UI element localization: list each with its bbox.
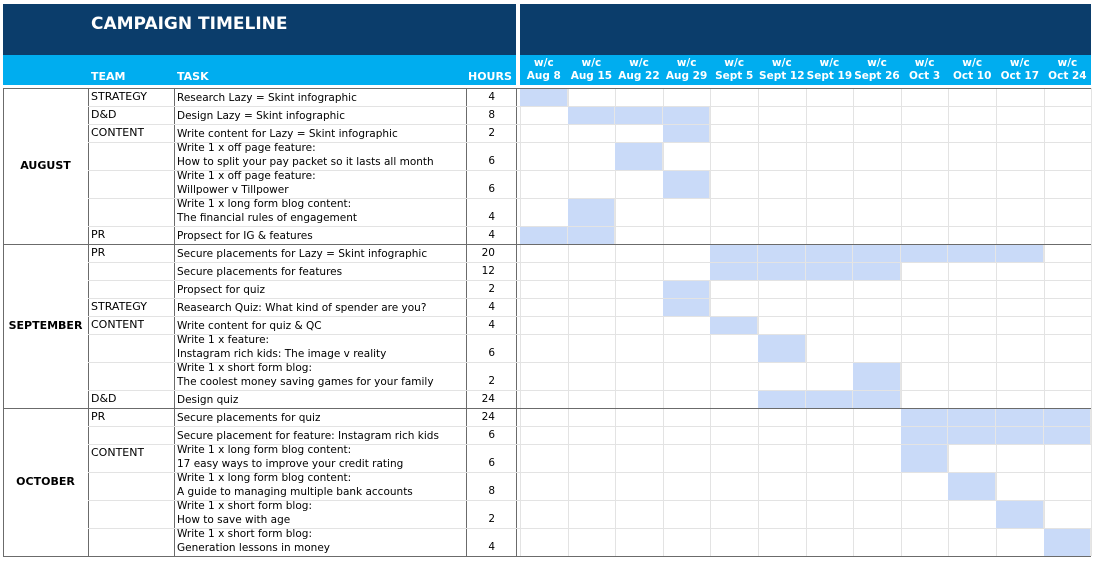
task-text: Write content for Lazy = Skint infographic	[177, 128, 398, 141]
task-text: Secure placements for quiz	[177, 412, 321, 425]
timeline-bar	[901, 409, 949, 426]
row-divider	[88, 390, 1091, 391]
week-divider	[758, 88, 759, 556]
month-divider	[3, 244, 1091, 245]
hours-value: 8	[488, 109, 495, 121]
timeline-bar	[710, 317, 758, 334]
team-label: CONTENT	[91, 446, 145, 459]
timeline-bar	[758, 391, 806, 408]
task-text: Write 1 x feature:	[177, 334, 270, 346]
task-text: Reasearch Quiz: What kind of spender are you?	[177, 302, 427, 315]
timeline-bar	[996, 427, 1044, 444]
timeline-bar	[853, 363, 901, 390]
team-label: D&D	[91, 392, 117, 405]
row-divider	[88, 316, 1091, 317]
timeline-bar	[663, 171, 711, 198]
week-header-date: Aug 15	[570, 70, 613, 82]
timeline-bar	[948, 245, 996, 262]
week-header	[615, 57, 663, 83]
week-divider	[996, 88, 997, 556]
timeline-bar	[520, 227, 568, 244]
week-header	[901, 57, 949, 83]
week-header-date: Aug 22	[618, 70, 660, 82]
task-text: The financial rules of engagement	[177, 211, 358, 224]
team-label: PR	[91, 246, 106, 259]
timeline-bar	[806, 245, 854, 262]
hours-value: 12	[481, 265, 495, 277]
month-divider	[3, 556, 1091, 557]
week-divider	[901, 88, 902, 556]
hours-value: 20	[481, 247, 495, 259]
task-text: Secure placements for features	[177, 266, 343, 279]
timeline-bar	[996, 501, 1044, 528]
task-text: Instagram rich kids: The image v reality	[177, 347, 387, 360]
week-header	[520, 57, 568, 83]
hours-value: 2	[488, 513, 495, 525]
week-header	[853, 57, 901, 83]
week-header-wc: w/c	[1057, 57, 1078, 69]
timeline-bar	[568, 199, 616, 226]
week-divider	[520, 88, 521, 556]
task-col-divider	[174, 88, 175, 556]
task-text: Write 1 x long form blog content:	[177, 444, 352, 456]
team-label: D&D	[91, 108, 117, 121]
hours-value: 2	[488, 127, 495, 139]
week-header-date: Sept 19	[806, 70, 853, 82]
month-label: AUGUST	[20, 159, 71, 172]
team-col-divider	[88, 88, 89, 556]
title-band-right	[520, 4, 1091, 55]
hours-value: 6	[488, 183, 495, 195]
hours-value: 6	[488, 457, 495, 469]
task-text: The coolest money saving games for your family	[177, 375, 434, 388]
hours-value: 4	[488, 211, 495, 223]
hours-value: 24	[481, 411, 495, 423]
timeline-bar	[853, 263, 901, 280]
task-text: Secure placement for feature: Instagram rich kids	[177, 430, 439, 443]
hours-value: 8	[488, 485, 495, 497]
week-header-date: Oct 3	[909, 70, 941, 82]
timeline-bar	[996, 409, 1044, 426]
hours-column-header: HOURS	[468, 70, 512, 83]
timeline-bar	[758, 335, 806, 362]
week-header	[568, 57, 616, 83]
hours-value: 6	[488, 347, 495, 359]
month-label: OCTOBER	[16, 475, 75, 488]
task-text: Willpower v Tillpower	[177, 183, 289, 196]
week-header-date: Oct 24	[1048, 70, 1087, 82]
week-header	[948, 57, 996, 83]
hours-value: 2	[488, 283, 495, 295]
task-text: Write 1 x short form blog:	[177, 528, 312, 540]
timeline-bar	[1044, 529, 1092, 556]
hours-value: 4	[488, 301, 495, 313]
row-divider	[88, 262, 1091, 263]
hours-value: 4	[488, 319, 495, 331]
task-text: Propsect for quiz	[177, 284, 266, 297]
week-header-date: Aug 8	[526, 70, 561, 82]
month-label: SEPTEMBER	[8, 319, 83, 332]
timeline-bar	[901, 245, 949, 262]
task-text: Research Lazy = Skint infographic	[177, 92, 357, 105]
timeline-bar	[568, 107, 616, 124]
hours-value: 4	[488, 229, 495, 241]
page-title: CAMPAIGN TIMELINE	[91, 14, 288, 34]
timeline-bar	[853, 245, 901, 262]
week-divider	[1044, 88, 1045, 556]
row-divider	[88, 124, 1091, 125]
timeline-bar	[1044, 427, 1092, 444]
task-text: Propsect for IG & features	[177, 230, 313, 243]
task-text: A guide to managing multiple bank accounts	[177, 485, 413, 498]
team-label: STRATEGY	[91, 300, 147, 313]
timeline-bar	[948, 427, 996, 444]
row-divider	[88, 298, 1091, 299]
task-text: Write 1 x off page feature:	[177, 170, 316, 182]
hours-value: 4	[488, 91, 495, 103]
task-column-header: TASK	[177, 70, 209, 83]
task-text: Write content for quiz & QC	[177, 320, 322, 333]
timeline-bar	[568, 227, 616, 244]
hours-col-left	[466, 88, 467, 556]
task-text: Write 1 x short form blog:	[177, 362, 312, 374]
week-header-wc: w/c	[867, 57, 887, 69]
timeline-bar	[710, 245, 758, 262]
week-header-wc: w/c	[1009, 57, 1030, 69]
task-text: How to save with age	[177, 513, 291, 526]
week-header-date: Sept 26	[854, 70, 900, 82]
team-label: CONTENT	[91, 318, 145, 331]
week-header-date: Aug 29	[665, 70, 708, 82]
hours-value: 6	[488, 155, 495, 167]
week-header-wc: w/c	[962, 57, 983, 69]
week-header-wc: w/c	[533, 57, 554, 69]
header-band-left	[3, 55, 516, 85]
timeline-bar	[948, 409, 996, 426]
week-divider	[853, 88, 854, 556]
timeline-bar	[996, 245, 1044, 262]
task-text: Secure placements for Lazy = Skint infographic	[177, 248, 428, 261]
week-header-wc: w/c	[819, 57, 840, 69]
timeline-bar	[758, 245, 806, 262]
table-right-border	[516, 88, 517, 556]
week-divider	[568, 88, 569, 556]
task-text: Write 1 x long form blog content:	[177, 472, 352, 484]
team-label: PR	[91, 228, 106, 241]
grid-top-border	[3, 88, 1091, 89]
task-text: Write 1 x short form blog:	[177, 500, 312, 512]
week-header-date: Sept 5	[715, 70, 754, 82]
timeline-bar	[615, 143, 663, 170]
timeline-bar	[615, 107, 663, 124]
timeline-bar	[710, 263, 758, 280]
week-header-wc: w/c	[771, 57, 792, 69]
hours-value: 4	[488, 541, 495, 553]
timeline-bar	[806, 391, 854, 408]
task-text: Design Lazy = Skint infographic	[177, 110, 345, 123]
timeline-bar	[663, 107, 711, 124]
timeline-bar	[520, 89, 568, 106]
team-label: CONTENT	[91, 126, 145, 139]
hours-value: 24	[481, 393, 495, 405]
week-header-wc: w/c	[676, 57, 697, 69]
week-header	[1044, 57, 1092, 83]
timeline-bar	[663, 125, 711, 142]
task-text: Generation lessons in money	[177, 541, 331, 554]
team-label: STRATEGY	[91, 90, 147, 103]
task-text: Write 1 x long form blog content:	[177, 198, 352, 210]
week-header-wc: w/c	[581, 57, 602, 69]
week-divider	[806, 88, 807, 556]
week-header-wc: w/c	[724, 57, 745, 69]
task-text: Write 1 x off page feature:	[177, 142, 316, 154]
timeline-bar	[663, 299, 711, 316]
week-header-date: Sept 12	[759, 70, 805, 82]
week-header-date: Oct 10	[952, 70, 992, 82]
week-header	[806, 57, 854, 83]
hours-value: 6	[488, 429, 495, 441]
task-text: How to split your pay packet so it lasts all month	[177, 155, 434, 168]
week-header-date: Oct 17	[1000, 70, 1040, 82]
week-header	[710, 57, 758, 83]
week-header	[996, 57, 1044, 83]
week-divider	[1091, 88, 1092, 556]
timeline-bar	[1044, 409, 1092, 426]
task-text: 17 easy ways to improve your credit rating	[177, 457, 404, 470]
week-header-wc: w/c	[629, 57, 649, 69]
timeline-bar	[901, 427, 949, 444]
timeline-bar	[901, 445, 949, 472]
week-header	[663, 57, 711, 83]
week-header	[758, 57, 806, 83]
hours-value: 2	[488, 375, 495, 387]
timeline-bar	[758, 263, 806, 280]
week-divider	[663, 88, 664, 556]
team-column-header: TEAM	[91, 70, 126, 83]
month-divider	[3, 408, 1091, 409]
team-label: PR	[91, 410, 106, 423]
timeline-bar	[806, 263, 854, 280]
week-header-wc: w/c	[914, 57, 935, 69]
timeline-bar	[663, 281, 711, 298]
timeline-bar	[853, 391, 901, 408]
row-divider	[88, 280, 1091, 281]
timeline-bar	[948, 473, 996, 500]
task-text: Design quiz	[177, 394, 239, 407]
